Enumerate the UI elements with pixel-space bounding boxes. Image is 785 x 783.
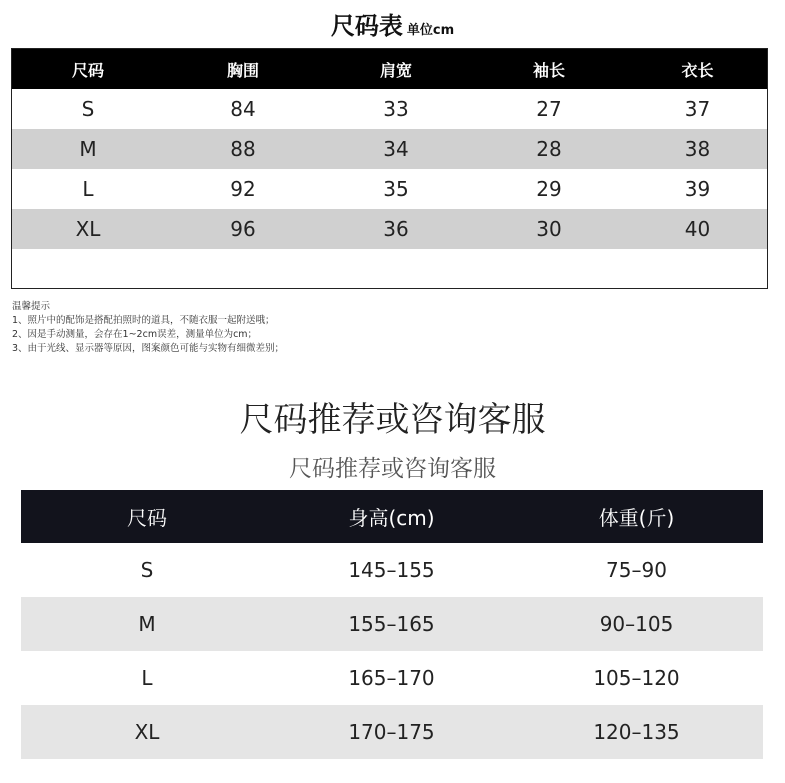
table-cell: 75–90 (606, 558, 667, 582)
table-cell: 40 (684, 217, 711, 241)
size-chart-unit: 单位cm (406, 23, 455, 38)
table-cell: M (138, 612, 156, 636)
size-chart-title (0, 6, 785, 41)
table-cell: S (140, 558, 154, 582)
table-cell: 105–120 (593, 666, 680, 690)
notes-heading: 温馨提示 (12, 301, 51, 312)
notes-line: 3、由于光线、显示器等原因，图案颜色可能与实物有细微差别； (12, 343, 285, 354)
table-cell: 30 (536, 217, 562, 241)
table-cell: 39 (684, 177, 711, 201)
table-cell: 27 (536, 97, 562, 121)
size-chart-title-text: 尺码表 (330, 12, 403, 40)
header-cell-shoulder: 肩宽 (379, 60, 412, 80)
notes-line: 2、因是手动测量，会存在1~2cm误差，测量单位为cm； (12, 329, 258, 340)
table-cell: 37 (684, 97, 711, 121)
table-cell: 36 (383, 217, 409, 241)
table-row (12, 89, 767, 129)
table-cell: XL (134, 720, 160, 744)
table-cell: 92 (230, 177, 256, 201)
header-cell-height: 身高(cm) (348, 506, 435, 530)
recommend-header-row (21, 490, 763, 543)
table-row (21, 543, 763, 597)
table-cell: 38 (684, 137, 711, 161)
table-cell: 29 (536, 177, 562, 201)
size-chart-table (11, 48, 768, 289)
header-cell-sleeve: 袖长 (532, 60, 565, 80)
table-row (12, 169, 767, 209)
table-cell: L (141, 666, 153, 690)
table-cell: S (81, 97, 95, 121)
header-cell-size: 尺码 (127, 506, 167, 530)
table-row (12, 209, 767, 249)
header-cell-size: 尺码 (71, 60, 104, 80)
table-row (21, 597, 763, 651)
table-cell: 88 (230, 137, 256, 161)
recommend-table (21, 490, 763, 759)
table-cell: XL (75, 217, 101, 241)
table-cell: 90–105 (599, 612, 674, 636)
header-cell-weight: 体重(斤) (598, 506, 675, 530)
recommend-subtitle: 尺码推荐或咨询客服 (289, 456, 496, 482)
table-cell: 145–155 (348, 558, 435, 582)
table-row (12, 129, 767, 169)
table-cell: 34 (383, 137, 409, 161)
table-cell: 120–135 (593, 720, 680, 744)
table-row (21, 705, 763, 759)
table-cell: 28 (536, 137, 562, 161)
header-cell-length: 衣长 (681, 60, 714, 80)
notes-line: 1、照片中的配饰是搭配拍照时的道具，不随衣服一起附送哦； (12, 315, 275, 326)
table-row (21, 651, 763, 705)
table-cell: 35 (383, 177, 409, 201)
table-cell: 165–170 (348, 666, 435, 690)
table-cell: L (82, 177, 94, 201)
table-cell: 33 (383, 97, 409, 121)
size-chart-header-row (12, 49, 767, 89)
table-cell: 84 (230, 97, 256, 121)
header-cell-chest: 胸围 (226, 60, 259, 80)
table-cell: 170–175 (348, 720, 435, 744)
table-cell: 96 (230, 217, 256, 241)
table-cell: 155–165 (348, 612, 435, 636)
table-cell: M (79, 137, 97, 161)
notes (12, 300, 284, 356)
recommend-title: 尺码推荐或咨询客服 (239, 400, 546, 440)
